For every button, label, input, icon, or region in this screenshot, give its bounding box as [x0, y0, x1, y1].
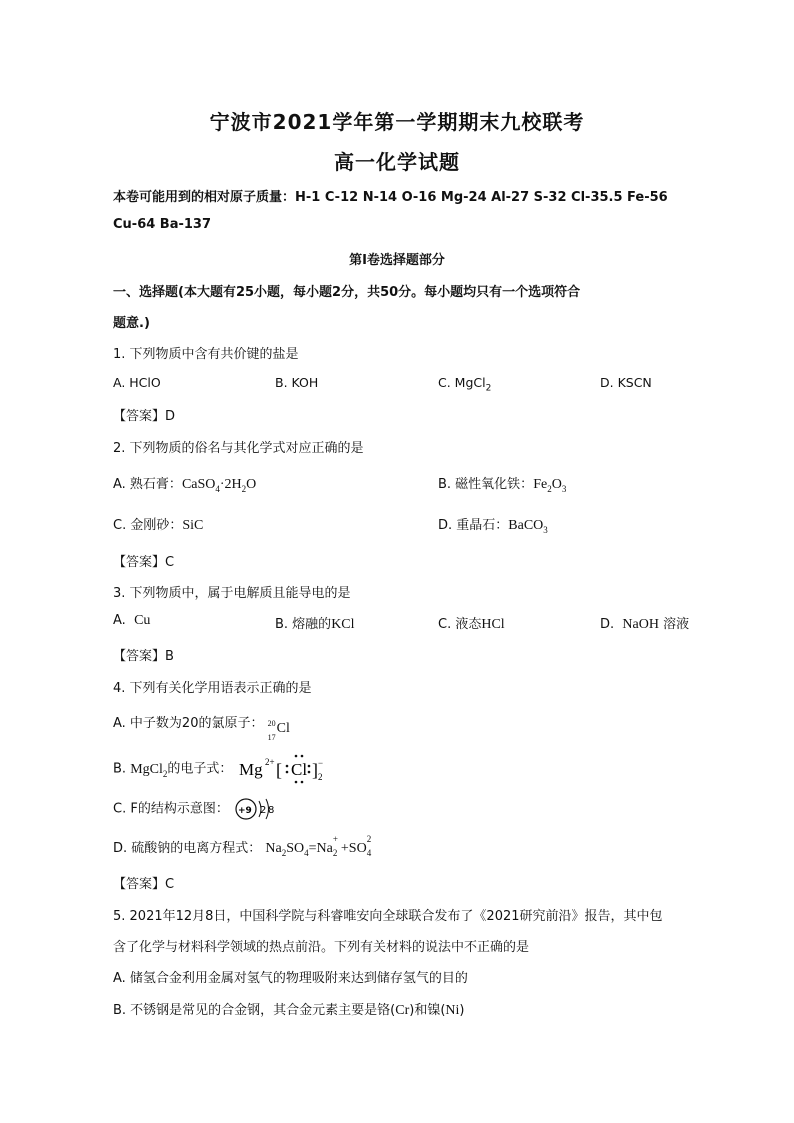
q1-option-c: C. MgCl$_2$ [438, 375, 492, 394]
q2-answer: 【答案】C [113, 555, 175, 570]
q1-answer: 【答案】D [113, 409, 176, 424]
q1-option-a: A. HClO [113, 375, 161, 390]
svg-text:]: ] [311, 760, 318, 780]
q4-option-a: A. 中子数为20的氯原子： 20 17 Cl [113, 716, 290, 742]
svg-text:Cl: Cl [290, 760, 307, 779]
q4-option-d: D. 硫酸钠的电离方程式： $Na_2SO_4=Na_2$ + $+SO_4$ 2 [113, 834, 372, 858]
fluorine-atom-structure-diagram [233, 796, 283, 822]
section-title: 第Ⅰ卷选择题部分 [349, 253, 445, 268]
atomic-masses-line1: 本卷可能用到的相对原子质量：H-1 C-12 N-14 O-16 Mg-24 Al-27 S-32 Cl-35.5 Fe-56 [113, 190, 668, 205]
q5-stem-line2: 含了化学与材料科学领域的热点前沿。下列有关材料的说法中不正确的是 [113, 940, 530, 955]
q1-stem: 1. 下列物质中含有共价键的盐是 [113, 347, 299, 362]
q3-stem: 3. 下列物质中，属于电解质且能导电的是 [113, 586, 351, 601]
svg-text:2: 2 [259, 805, 267, 816]
q3-option-d: D. NaOH 溶液 [600, 617, 690, 632]
svg-text:[: [ [275, 760, 282, 780]
q2-stem: 2. 下列物质的俗名与其化学式对应正确的是 [113, 441, 364, 456]
q1-option-d: D. KSCN [600, 375, 652, 390]
part1-instructions-line1: 一、选择题(本大题有25小题，每小题2分，共50分。每小题均只有一个选项符合 [113, 285, 581, 300]
q3-answer: 【答案】B [113, 649, 174, 664]
q5-option-a: A. 储氢合金利用金属对氢气的物理吸附来达到储存氢气的目的 [113, 971, 468, 986]
exam-subtitle: 高一化学试题 [334, 150, 460, 174]
q3-option-c: C. 液态HCl [438, 617, 505, 632]
svg-text:8: 8 [267, 805, 275, 816]
svg-text:2: 2 [317, 772, 323, 782]
atomic-masses-line2: Cu-64 Ba-137 [113, 217, 212, 232]
q5-stem-line1: 5. 2021年12月8日，中国科学院与科睿唯安向全球联合发布了《2021研究前沿》报告，其中包 [113, 909, 663, 924]
mgcl2-electron-formula [239, 752, 339, 786]
q3-option-a: A. Cu [113, 613, 151, 628]
exam-title: 宁波市2021学年第一学期期末九校联考 [209, 110, 585, 134]
q2-option-b: B. 磁性氧化铁：$Fe_2O_3$ [438, 477, 567, 494]
svg-text:2+: 2+ [264, 757, 275, 767]
q5-option-b: B. 不锈钢是常见的合金钢，其合金元素主要是铬(Cr)和镍(Ni) [113, 1003, 465, 1018]
q2-option-c: C. 金刚砂：SiC [113, 518, 204, 533]
q2-option-a: A. 熟石膏：$CaSO_4\cdot 2H_2O$ [113, 477, 257, 494]
q4-option-c: C. F的结构示意图： +9 2 8 [113, 796, 283, 822]
svg-text:−: − [317, 758, 323, 768]
q4-stem: 4. 下列有关化学用语表示正确的是 [113, 681, 312, 696]
svg-text:Mg: Mg [238, 760, 263, 779]
q4-answer: 【答案】C [113, 877, 175, 892]
q2-option-d: D. 重晶石：BaCO$_3$ [438, 518, 548, 535]
q4-option-b: B. MgCl$_2$的电子式： Mg 2+ [ Cl ] − 2 [113, 752, 339, 786]
q3-option-b: B. 熔融的KCl [275, 617, 355, 632]
svg-text:+9: +9 [237, 806, 252, 816]
q1-option-b: B. KOH [275, 375, 319, 390]
part1-instructions-line2: 题意.) [113, 316, 150, 331]
